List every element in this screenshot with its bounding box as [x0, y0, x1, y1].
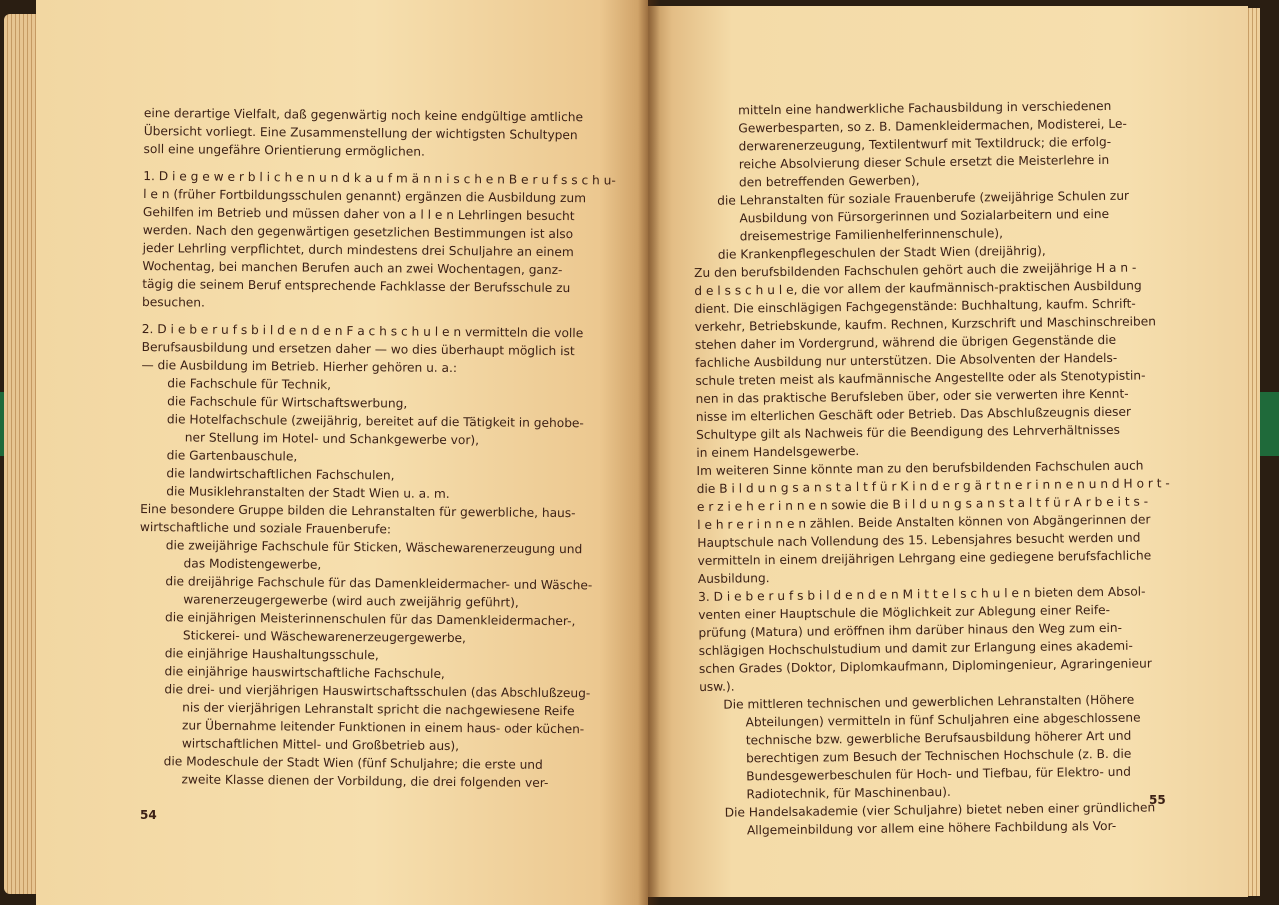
text-line: nis der vierjährigen Lehranstalt spricht die nachgewiesene Reife [182, 700, 575, 719]
text-line: die einjährige Haushaltungsschule, [164, 646, 379, 663]
text-line: warenerzeugergewerbe (wird auch zweijährig geführt), [183, 592, 519, 610]
text-line: — die Ausbildung im Betrieb. Hierher gehören u. a.: [141, 357, 458, 376]
text-line: l e h r e r i n n e n zählen. Beide Anstalten können von Abgängerinnen der [697, 512, 1151, 532]
text-line: Die mittleren technischen und gewerblichen Lehranstalten (Höhere [723, 692, 1135, 712]
text-line: wirtschaftlichen Mittel- und Großbetrieb aus), [181, 736, 460, 754]
left-page [36, 0, 648, 905]
text-line: technische bzw. gewerbliche Berufsausbildung höherer Art und [745, 728, 1132, 748]
text-line: e r z i e h e r i n n e n sowie die B i l d u n g s a n s t a l t f ü r A r b e i t s - [696, 494, 1149, 514]
text-line: Radiotechnik, für Maschinenbau). [746, 784, 951, 802]
text-line: die dreijährige Fachschule für das Damenkleidermacher- und Wäsche- [165, 574, 593, 593]
text-line: zur Übernahme leitender Funktionen in einem haus- oder küchen- [181, 718, 585, 737]
text-line: 3. D i e b e r u f s b i l d e n d e n M i t t e l s c h u l e n bieten dem Absol- [697, 584, 1146, 604]
text-line: die Krankenpflegeschulen der Stadt Wien (dreijährig), [717, 243, 1046, 262]
text-line: Wochentag, bei manchen Berufen auch an zwei Wochentagen, ganz- [142, 258, 563, 278]
text-line: 2. D i e b e r u f s b i l d e n d e n F a c h s c h u l e n vermitteln die volle [141, 321, 584, 341]
text-line: die Fachschule für Technik, [167, 376, 332, 392]
text-line: jeder Lehrling verpflichtet, durch mindestens drei Schuljahre an einem [142, 240, 574, 260]
text-line: Allgemeinbildung vor allem eine höhere Fachbildung als Vor- [746, 818, 1117, 838]
text-line: l e n (früher Fortbildungsschulen genannt) ergänzen die Ausbildung zum [143, 186, 587, 206]
text-line: prüfung (Matura) und eröffnen ihm darüber hinaus den Weg zum ein- [698, 620, 1123, 640]
text-line: Übersicht vorliegt. Eine Zusammenstellung der wichtigsten Schultypen [143, 123, 578, 143]
text-line: verkehr, Betriebskunde, kaufm. Rechnen, Kurzschrift und Maschinschreiben [694, 314, 1157, 334]
text-line: die Gartenbauschule, [166, 448, 298, 464]
text-line: die Musiklehranstalten der Stadt Wien u. a. m. [166, 484, 450, 501]
text-line: vermitteln in einem dreijährigen Lehrgang eine gediegene berufsfachliche [697, 548, 1152, 568]
text-line: Eine besondere Gruppe bilden die Lehranstalten für gewerbliche, haus- [140, 501, 576, 521]
text-line: Ausbildung. [697, 571, 770, 586]
text-line: nen in das praktische Berufsleben über, oder sie verwerten ihre Kennt- [695, 386, 1129, 406]
text-line: Schultype gilt als Nachweis für die Beendigung des Lehrverhältnisses [695, 422, 1121, 442]
text-line: usw.). [699, 679, 735, 694]
text-line: die zweijährige Fachschule für Sticken, Wäschewarenerzeugung und [165, 538, 583, 557]
text-line: in einem Handelsgewerbe. [696, 443, 860, 460]
text-line: die landwirtschaftlichen Fachschulen, [166, 466, 395, 483]
text-line: Zu den berufsbildenden Fachschulen gehört auch die zweijährige H a n - [694, 260, 1137, 280]
text-line: venten einer Hauptschule die Möglichkeit zur Ablegung einer Reife- [698, 602, 1111, 622]
text-line: Bundesgewerbeschulen für Hoch- und Tiefbau, für Elektro- und [746, 764, 1132, 784]
text-line: die drei- und vierjährigen Hauswirtschaftsschulen (das Abschlußzeug- [164, 682, 591, 701]
page-number-right: 55 [1149, 793, 1166, 807]
text-line: mitteln eine handwerkliche Fachausbildung in verschiedenen [738, 98, 1112, 118]
text-line: dient. Die einschlägigen Fachgegenstände: Buchhaltung, kaufm. Schrift- [694, 296, 1136, 316]
text-line: die Lehranstalten für soziale Frauenberufe (zweijährige Schulen zur [717, 188, 1130, 208]
text-line: Berufsausbildung und ersetzen daher — wo dies überhaupt möglich ist [141, 339, 575, 359]
text-line: das Modistengewerbe, [183, 556, 322, 572]
text-line: stehen daher im Vordergrund, während die übrigen Gegenstände die [694, 332, 1117, 352]
text-line: Gewerbesparten, so z. B. Damenkleidermachen, Modisterei, Le- [738, 116, 1127, 136]
text-line: die Hotelfachschule (zweijährig, bereitet auf die Tätigkeit in gehobe- [166, 412, 584, 431]
text-line: die B i l d u n g s a n s t a l t f ü r K i n d e r g ä r t n e r i n n e n u n d H o r t - [696, 476, 1170, 496]
text-line: 1. D i e g e w e r b l i c h e n u n d k a u f m ä n n i s c h e n B e r u f s s c h u- [143, 168, 616, 188]
text-line: ner Stellung im Hotel- und Schankgewerbe vor), [184, 430, 480, 448]
text-line: Hauptschule nach Vollendung des 15. Lebensjahres besucht werden und [697, 530, 1141, 550]
text-line: schen Grades (Doktor, Diplomkaufmann, Diplomingenieur, Agraringenieur [698, 656, 1152, 676]
page-number-left: 54 [140, 808, 157, 822]
text-line: Stickerei- und Wäschewarenerzeugergewerbe, [182, 628, 467, 646]
text-line: tägig die seinem Beruf entsprechende Fachklasse der Berufsschule zu [142, 276, 571, 296]
text-line: schule treten meist als kaufmännische Angestellte oder als Stenotypistin- [695, 368, 1146, 388]
text-line: besuchen. [142, 294, 206, 310]
text-line: Die Handelsakademie (vier Schuljahre) bietet neben einer gründlichen [724, 800, 1156, 820]
book-gutter [638, 0, 660, 905]
text-line: Im weiteren Sinne könnte man zu den berufsbildenden Fachschulen auch [696, 458, 1144, 478]
text-line: Gehilfen im Betrieb und müssen daher von a l l e n Lehrlingen besucht [142, 204, 575, 224]
text-line: wirtschaftliche und soziale Frauenberufe: [139, 519, 392, 537]
left-page-text [137, 104, 614, 792]
text-line: eine derartige Vielfalt, daß gegenwärtig noch keine endgültige amtliche [143, 105, 584, 125]
text-line: derwarenerzeugung, Textilentwurf mit Textildruck; die erfolg- [738, 134, 1112, 154]
text-line: die einjährige hauswirtschaftliche Fachschule, [164, 664, 445, 681]
text-line: die Fachschule für Wirtschaftswerbung, [167, 394, 408, 411]
text-line: Abteilungen) vermitteln in fünf Schuljahren eine abgeschlossene [745, 710, 1141, 730]
text-line: den betreffenden Gewerben), [738, 173, 920, 190]
text-line: reiche Absolvierung dieser Schule ersetzt die Meisterlehre in [738, 152, 1110, 172]
text-line: d e l s s c h u l e, die vor allem der kaufmännisch-praktischen Ausbildung [694, 278, 1142, 298]
text-line: berechtigen zum Besuch der Technischen Hochschule (z. B. die [745, 746, 1132, 766]
green-bookmark-right [1259, 392, 1279, 456]
text-line: fachliche Ausbildung nur unterstützen. Die Absolventen der Handels- [695, 350, 1118, 370]
text-line: die einjährigen Meisterinnenschulen für das Damenkleidermacher-, [165, 610, 576, 629]
text-line: dreisemestrige Familienhelferinnenschule), [739, 226, 1004, 244]
text-line: zweite Klasse dienen der Vorbildung, die drei folgenden ver- [181, 772, 549, 790]
text-line: Ausbildung von Fürsorgerinnen und Sozialarbeitern und eine [739, 206, 1110, 226]
text-line: nisse im elterlichen Geschäft oder Betrieb. Das Abschlußzeugnis dieser [695, 404, 1132, 424]
text-line: werden. Nach den gegenwärtigen gesetzlichen Bestimmungen ist also [142, 222, 574, 242]
text-line: schlägigen Hochschulstudium und damit zur Erlangung eines akademi- [698, 638, 1133, 658]
right-page [648, 6, 1248, 897]
text-line: die Modeschule der Stadt Wien (fünf Schuljahre; die erste und [163, 754, 543, 772]
right-page-text [692, 96, 1171, 840]
text-line: soll eine ungefähre Orientierung ermöglichen. [143, 141, 425, 159]
